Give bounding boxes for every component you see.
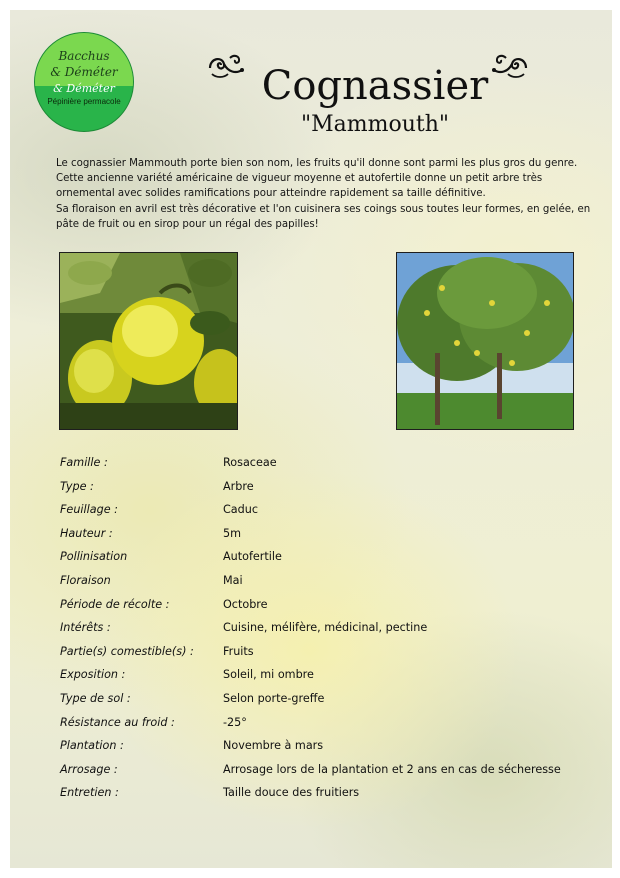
spec-row [60,456,600,480]
spec-value: Autofertile [223,550,282,564]
spec-label: Période de récolte : [60,597,170,611]
spec-value: Cuisine, mélifère, médicinal, pectine [223,621,428,635]
spec-label: Plantation : [60,739,124,753]
spec-row [60,527,600,551]
spec-label: Feuillage : [60,503,118,517]
description-paragraph: Cette ancienne variété américaine de vigueur moyenne et autofertile donne un petit arbre très ornemental avec solides ramifications pour atteindre rapidement sa taille définitive. [56,173,543,200]
spec-value: Fruits [223,644,254,658]
spec-row [60,574,600,598]
spec-label: Hauteur : [60,526,113,540]
spec-value: Rosaceae [223,456,277,469]
logo-name-reflection: & Déméter [53,82,115,95]
spec-row [60,621,600,645]
spec-label: Arrosage : [60,762,118,776]
plant-title: Cognassier [261,63,489,109]
spec-row [60,739,600,763]
spec-value: Arbre [223,479,254,493]
spec-row [60,763,600,787]
logo-name-line2: & Déméter [50,65,118,79]
spec-row [60,503,600,527]
spec-label: Résistance au froid : [60,715,175,729]
logo-name-line1: Bacchus [58,49,110,63]
spec-row [60,692,600,716]
spec-row [60,480,600,504]
spec-label: Exposition : [60,668,126,682]
plant-specifications [60,456,600,810]
spec-label: Type : [60,479,94,493]
plant-sheet [10,10,612,868]
spec-value: -25° [223,715,247,729]
logo-tagline: Pépinière permacole [47,97,121,106]
spec-label: Partie(s) comestible(s) : [60,644,194,658]
spec-row [60,668,600,692]
spec-row [60,598,600,622]
spec-row [60,550,600,574]
spec-value: Taille douce des fruitiers [223,786,360,800]
spec-row [60,786,600,810]
spec-label: Pollinisation [60,550,128,564]
spec-label: Famille : [60,456,108,469]
nursery-logo [34,32,134,132]
plant-description [56,156,591,232]
description-paragraph: Le cognassier Mammouth porte bien son nom, les fruits qu'il donne sont parmi les plus gros du genre. [56,158,578,169]
spec-label: Floraison [60,573,111,587]
description-paragraph: Sa floraison en avril est très décorative et l'on cuisinera ses coings sous toutes leur formes, en gelée, en pâte de fruit ou en sirop pour un régal des papilles! [56,203,591,230]
quince-fruit-photo [59,252,238,430]
spec-value: 5m [223,526,242,540]
quince-tree-photo [396,252,574,430]
spec-row [60,645,600,669]
spec-label: Type de sol : [60,691,131,705]
spec-value: Selon porte-greffe [223,691,325,705]
spec-value: Mai [223,573,243,587]
spec-value: Caduc [223,503,259,517]
spec-label: Entretien : [60,786,119,800]
spec-row [60,716,600,740]
spec-value: Arrosage lors de la plantation et 2 ans en cas de sécheresse [223,762,561,776]
variety-subtitle: "Mammouth" [300,112,450,137]
spec-value: Octobre [223,597,268,611]
spec-value: Novembre à mars [223,739,324,753]
spec-value: Soleil, mi ombre [223,668,314,682]
spec-label: Intérêts : [60,621,111,635]
